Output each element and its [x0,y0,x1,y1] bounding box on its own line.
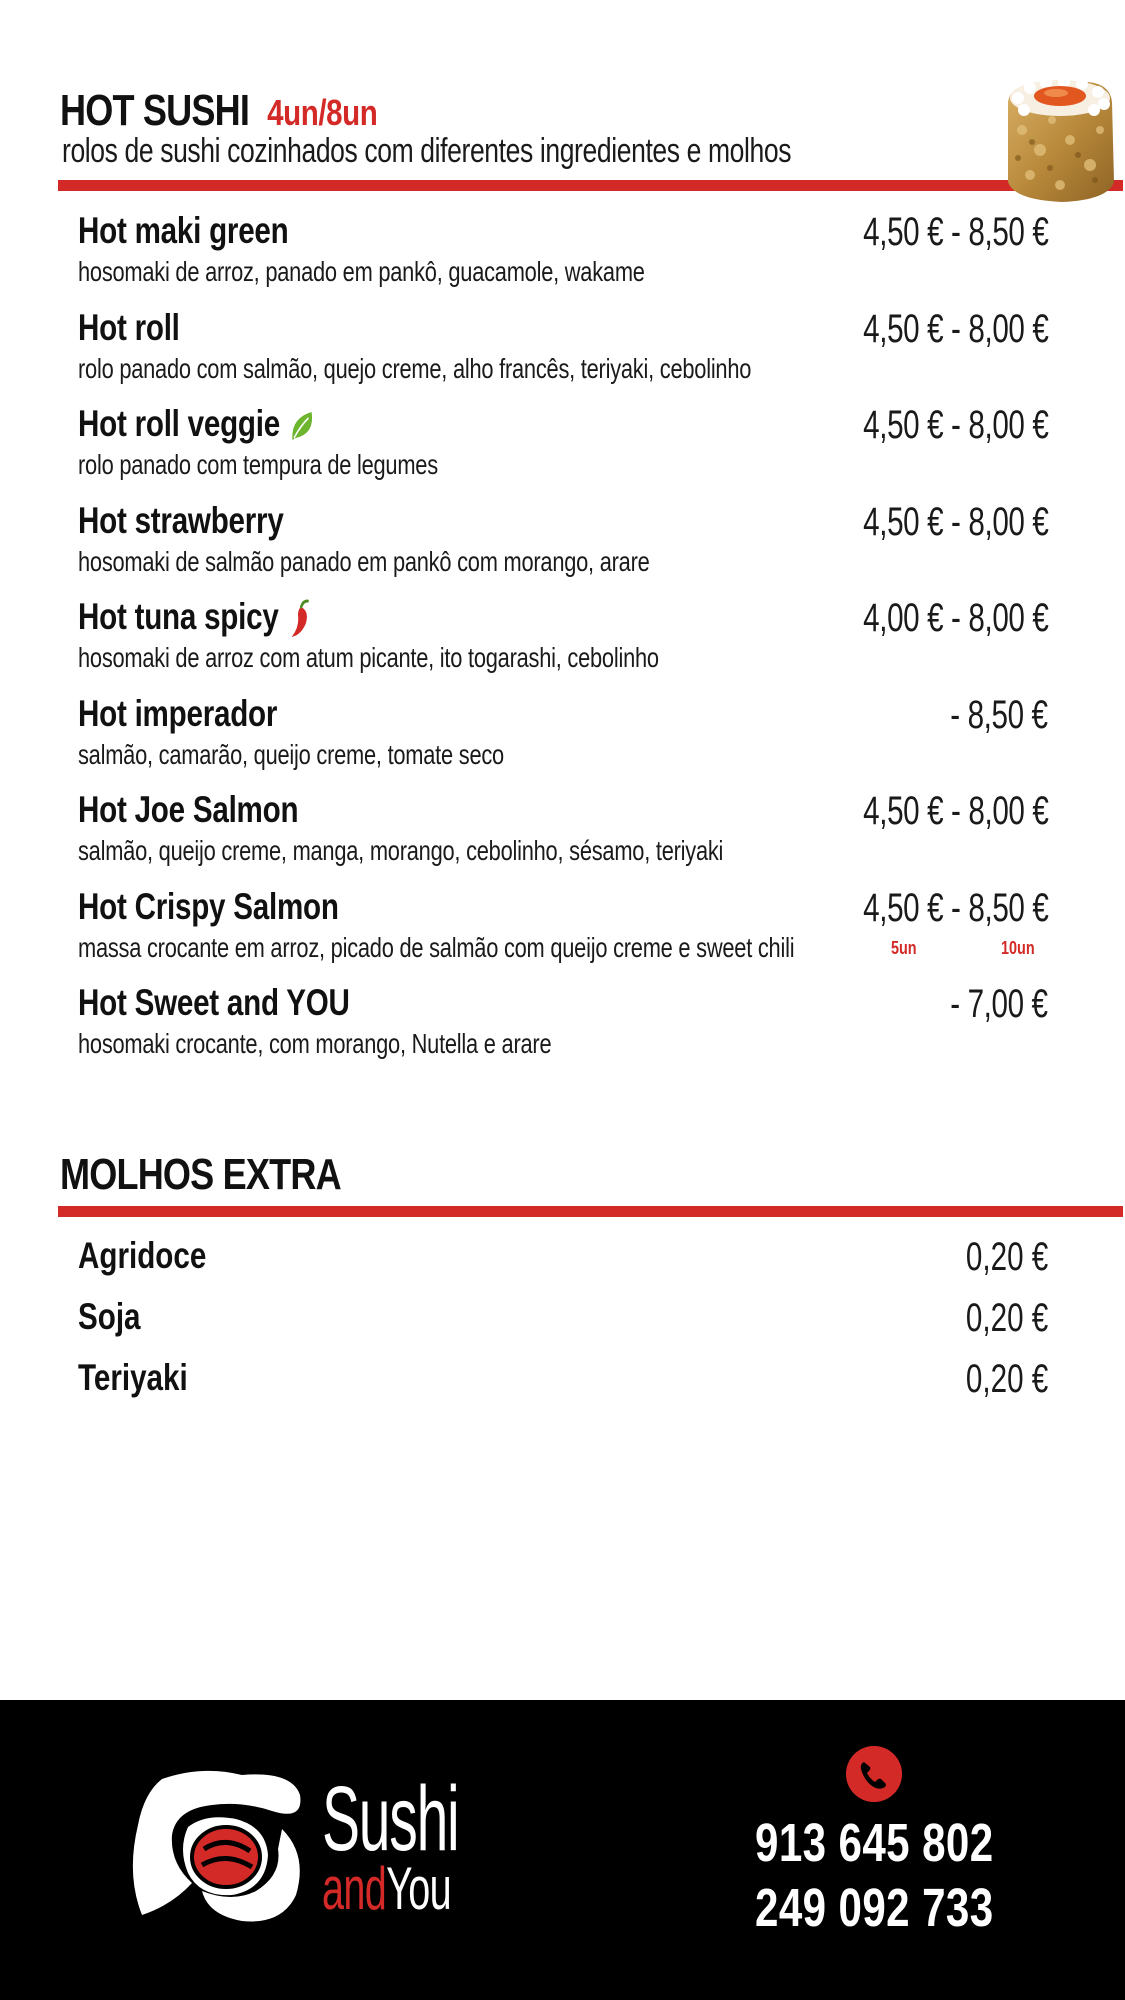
item-name [78,403,317,445]
menu-item [78,982,1048,1079]
section-title-molhos: MOLHOS EXTRA [60,1150,341,1199]
section-divider [58,1206,1123,1217]
item-price: - 7,00 € [950,982,1048,1026]
section-divider [58,180,1123,191]
sauces-menu [78,1235,1048,1418]
item-description: hosomaki crocante, com morango, Nutella e arare [78,1028,552,1059]
item-price: 4,00 € - 8,00 € [862,596,1048,640]
sauce-name: Agridoce [78,1235,207,1276]
item-name: Hot imperador [78,692,278,734]
menu-item [78,596,1048,693]
section-title-text: HOT SUSHI [60,86,250,135]
item-description: hosomaki de salmão panado em pankô com morango, arare [78,545,650,577]
menu-item [78,210,1048,307]
brand-wordmark [322,1768,542,1922]
footer [0,1700,1125,2000]
brand-sushi: Sushi [322,1768,459,1870]
item-description: rolo panado com tempura de legumes [78,449,438,480]
sauce-price: 0,20 € [965,1357,1048,1401]
phone-icon [846,1746,902,1802]
menu-item [78,886,1048,983]
menu-item [78,307,1048,404]
item-name: Hot strawberry [78,499,284,541]
sauce-name: Soja [78,1296,141,1337]
unit-label-small: 5un [890,937,917,958]
item-description: hosomaki de arroz, panado em pankô, guacamole, wakame [78,256,645,287]
menu-item [78,403,1048,500]
leaf-icon [288,408,317,444]
brand-and-you [322,1855,467,1922]
menu-item [78,789,1048,886]
section-subtitle: rolos de sushi cozinhados com diferentes ingredientes e molhos [62,132,792,170]
chili-pepper-icon [287,599,314,639]
sauce-name: Teriyaki [78,1357,188,1398]
item-description: hosomaki de arroz com atum picante, ito togarashi, cebolinho [78,642,659,673]
item-name-text: Hot roll veggie [78,403,280,444]
item-name [78,596,314,639]
sauce-item [78,1357,1048,1418]
hot-sushi-roll-image [1000,70,1118,205]
item-price: 4,50 € - 8,50 € [862,210,1048,254]
item-name: Hot Sweet and YOU [78,982,350,1023]
item-price: 4,50 € - 8,00 € [862,499,1048,544]
item-description: salmão, camarão, queijo creme, tomate seco [78,738,504,770]
phone-number-2[interactable]: 249 092 733 [755,1878,994,1938]
hot-sushi-menu [78,210,1048,1079]
unit-label-large: 10un [1000,937,1035,958]
sauce-item [78,1235,1048,1296]
item-price: 4,50 € - 8,00 € [862,403,1048,447]
item-price: 4,50 € - 8,00 € [862,789,1048,833]
brand-and: and [322,1855,387,1922]
item-price: 4,50 € - 8,00 € [862,306,1048,351]
item-description: massa crocante em arroz, picado de salmão com queijo creme e sweet chili [78,931,795,963]
item-description: salmão, queijo creme, manga, morango, cebolinho, sésamo, teriyaki [78,835,724,866]
sauce-price: 0,20 € [965,1235,1048,1279]
item-name: Hot Crispy Salmon [78,885,339,927]
sauce-item [78,1296,1048,1357]
item-price: - 8,50 € [950,692,1048,737]
menu-item [78,500,1048,597]
quantity-label: 4un/8un [267,92,378,133]
item-name: Hot Joe Salmon [78,789,299,830]
sushi-and-you-logo-icon [132,1765,307,1925]
item-price: 4,50 € - 8,50 € [862,885,1048,930]
item-name-text: Hot tuna spicy [78,596,279,637]
item-name: Hot roll [78,306,180,348]
item-name: Hot maki green [78,210,289,251]
menu-item [78,693,1048,790]
sauce-price: 0,20 € [965,1296,1048,1340]
phone-number-1[interactable]: 913 645 802 [755,1813,994,1873]
section-title-hot-sushi [60,86,377,136]
item-description: rolo panado com salmão, quejo creme, alho francês, teriyaki, cebolinho [78,352,752,384]
brand-you: You [386,1855,451,1922]
